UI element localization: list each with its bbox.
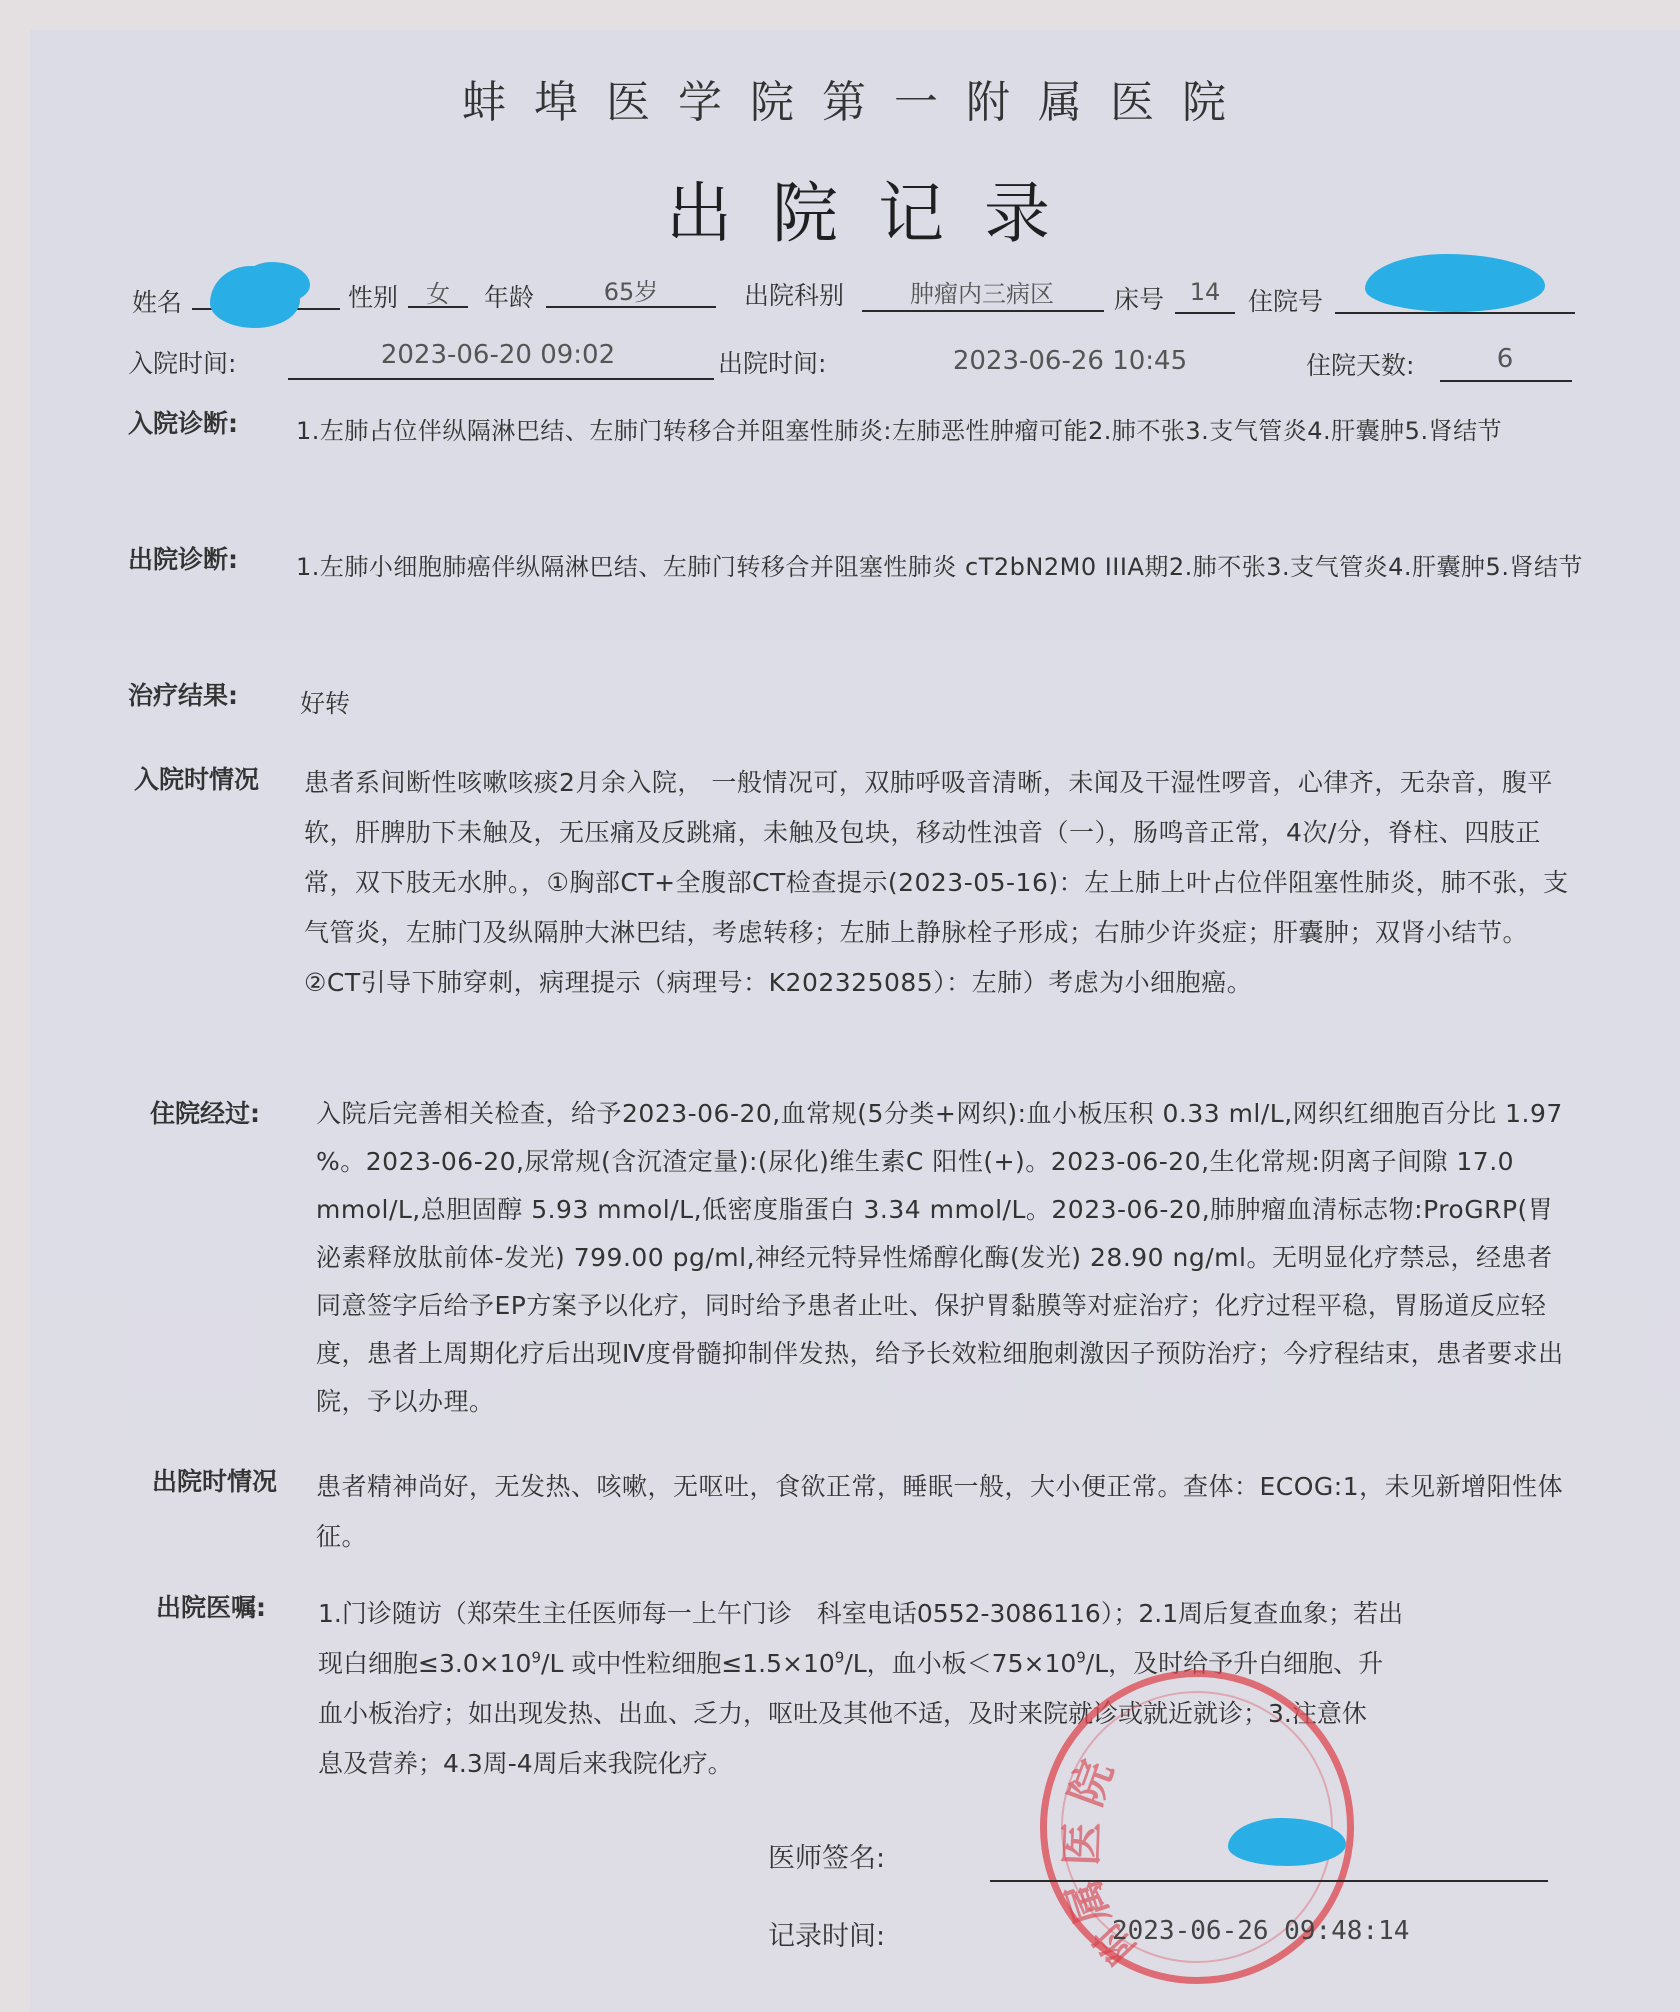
- bed-underline: [1175, 312, 1235, 314]
- hospital-name: 蚌埠医学院第一附属医院: [462, 77, 1254, 128]
- admit-time-value: 2023-06-20 09:02: [380, 340, 616, 370]
- signature-underline: [990, 1880, 1548, 1882]
- discharge-condition-text: 患者精神尚好，无发热、咳嗽，无呕吐，食欲正常，睡眠一般，大小便正常。查体：ECOG:1，未见新增阳性体征。: [316, 1472, 1564, 1551]
- orders-continuation: /L，及时给予升白细胞、升: [1085, 1649, 1384, 1678]
- platelet-threshold: /L，血小板＜75×10: [844, 1649, 1077, 1678]
- record-time-label: 记录时间:: [768, 1921, 886, 1952]
- stay-days-value: 6: [1496, 344, 1514, 374]
- stamp-char: 属: [1057, 1873, 1120, 1931]
- exponent: 9: [834, 1648, 845, 1667]
- record-time-value: 2023-06-26 09:48:14: [1112, 1916, 1410, 1946]
- age-value: 65岁: [603, 278, 659, 306]
- gender-underline: [408, 306, 468, 308]
- stamp-char: 医: [1056, 1820, 1109, 1867]
- name-redaction-2: [240, 262, 310, 304]
- document-title: 出院记录: [666, 175, 1090, 252]
- admit-diagnosis-text: 1.左肺占位伴纵隔淋巴结、左肺门转移合并阻塞性肺炎:左肺恶性肿瘤可能2.肺不张3.支气管炎4.肝囊肿5.肾结节: [296, 417, 1503, 445]
- discharge-time-value: 2023-06-26 10:45: [952, 346, 1188, 376]
- exponent: 9: [531, 1648, 542, 1667]
- discharge-diagnosis-text: 1.左肺小细胞肺癌伴纵隔淋巴结、左肺门转移合并阻塞性肺炎 cT2bN2M0 IIIA期2.肺不张3.支气管炎4.肝囊肿5.肾结节: [296, 553, 1583, 581]
- name-label: 姓名: [132, 288, 183, 317]
- admission-no-label: 住院号: [1248, 287, 1324, 316]
- admit-time-label: 入院时间:: [128, 349, 237, 378]
- department-underline: [862, 310, 1104, 312]
- admit-diagnosis-label: 入院诊断:: [128, 409, 238, 438]
- treatment-result-label: 治疗结果:: [128, 681, 238, 710]
- department-label: 出院科别: [744, 281, 845, 310]
- gender-label: 性别: [348, 283, 399, 312]
- age-underline: [546, 306, 716, 308]
- treatment-result-text: 好转: [300, 689, 351, 718]
- department-value: 肿瘤内三病区: [910, 280, 1054, 308]
- stamp-char: 院: [1060, 1753, 1124, 1813]
- discharge-orders-line-3: 血小板治疗；如出现发热、出血、乏力，呕吐及其他不适，及时来院就诊或就近就诊；3.注意休: [318, 1699, 1367, 1728]
- stamp-char: 附: [1085, 1914, 1144, 1973]
- hospital-course-text: 入院后完善相关检查，给予2023-06-20,血常规(5分类+网织):血小板压积 0.33 ml/L,网织红细胞百分比 1.97 %。2023-06-20,尿常规(含沉渣定量):(尿化)维生素C 阳性(+)。2023-06-20,生化常规:阴离子间隙 17.0 mmol/L,总胆固醇 5.93 mmol/L,低密度脂蛋白 3.34 mmol/L。2023-06-20,肺肿瘤血清标志物:ProGRP(胃泌素释放肽前体-发光) 799.00 pg/ml,神经元特异性烯醇化酶(发光) 28.90 ng/ml。无明显化疗禁忌，经患者同意签字后给予EP方案予以化疗，同时给予患者止吐、保护胃黏膜等对症治疗；化疗过程平稳，胃肠道反应轻度，患者上周期化疗后出现Ⅳ度骨髓抑制伴发热，给予长效粒细胞刺激因子预防治疗；今疗程结束，患者要求出院，予以办理。: [316, 1099, 1564, 1416]
- discharge-orders-line-4: 息及营养；4.3周-4周后来我院化疗。: [318, 1749, 733, 1778]
- discharge-condition-label: 出院时情况: [152, 1467, 278, 1496]
- stay-days-label: 住院天数:: [1306, 351, 1415, 380]
- admission-no-underline: [1335, 312, 1575, 314]
- discharge-diagnosis-label: 出院诊断:: [128, 545, 238, 574]
- hospital-course-label: 住院经过:: [150, 1099, 260, 1128]
- discharge-time-label: 出院时间:: [718, 349, 827, 378]
- neutrophil-threshold: /L 或中性粒细胞≤1.5×10: [541, 1649, 835, 1678]
- discharge-orders-label: 出院医嘱:: [156, 1593, 266, 1622]
- bed-value: 14: [1189, 278, 1221, 306]
- discharge-orders-line-1: 1.门诊随访（郑荣生主任医师每一上午门诊 科室电话0552-3086116）；2.1周后复查血象；若出: [318, 1599, 1404, 1628]
- gender-value: 女: [426, 280, 450, 308]
- doctor-signature-label: 医师签名:: [768, 1843, 886, 1874]
- wbc-threshold: 现白细胞≤3.0×10: [318, 1649, 532, 1678]
- admit-condition-label: 入院时情况: [134, 765, 260, 794]
- admit-condition-text: 患者系间断性咳嗽咳痰2月余入院， 一般情况可，双肺呼吸音清晰，未闻及干湿性啰音，心律齐，无杂音，腹平软，肝脾肋下未触及，无压痛及反跳痛，未触及包块，移动性浊音（一），肠鸣音正常，4次/分，脊柱、四肢正常，双下肢无水肿。，①胸部CT+全腹部CT检查提示(2023-05-16)：左上肺上叶占位伴阻塞性肺炎，肺不张，支气管炎，左肺门及纵隔肿大淋巴结，考虑转移；左肺上静脉栓子形成；右肺少许炎症；肝囊肿；双肾小结节。②CT引导下肺穿刺，病理提示（病理号：K202325085）：左肺）考虑为小细胞癌。: [304, 768, 1569, 997]
- admit-time-underline: [288, 378, 714, 380]
- stay-days-underline: [1440, 380, 1572, 382]
- age-label: 年龄: [484, 283, 535, 312]
- exponent: 9: [1076, 1648, 1086, 1667]
- bed-label: 床号: [1114, 285, 1165, 314]
